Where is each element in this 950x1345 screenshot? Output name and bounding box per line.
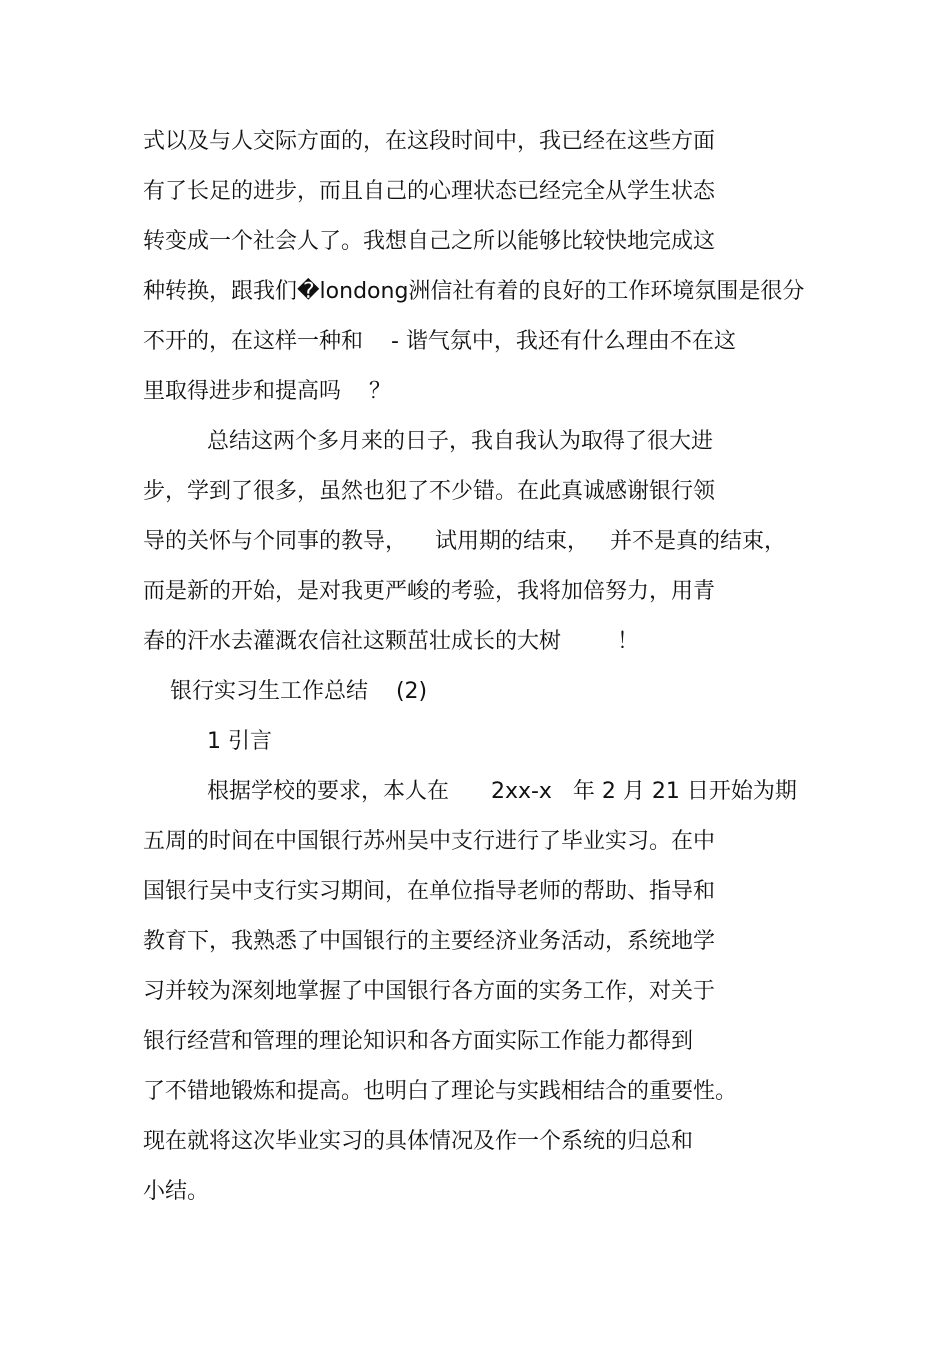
text-line: 种转换，跟我们�londong洲信社有着的良好的工作环境氛围是很分	[143, 279, 805, 304]
text-line: 银行经营和管理的理论知识和各方面实际工作能力都得到	[143, 1029, 694, 1054]
text-line: 不开的，在这样一种和 - 谐气氛中，我还有什么理由不在这	[143, 329, 736, 354]
subsection-title: 1 引言	[207, 729, 272, 754]
text-line: 而是新的开始，是对我更严峻的考验，我将加倍努力，用青	[143, 579, 716, 604]
text-line: 国银行吴中支行实习期间，在单位指导老师的帮助、指导和	[143, 879, 716, 904]
text-line: 习并较为深刻地掌握了中国银行各方面的实务工作，对关于	[143, 979, 716, 1004]
text-line: 式以及与人交际方面的，在这段时间中，我已经在这些方面	[143, 129, 716, 154]
text-line: 教育下，我熟悉了中国银行的主要经济业务活动，系统地学	[143, 929, 716, 954]
text-line: 导的关怀与个同事的教导， 试用期的结束， 并不是真的结束，	[143, 529, 786, 554]
text-line: 五周的时间在中国银行苏州吴中支行进行了毕业实习。在中	[143, 829, 716, 854]
text-line: 现在就将这次毕业实习的具体情况及作一个系统的归总和	[143, 1129, 694, 1154]
section-title: 银行实习生工作总结 (2)	[170, 679, 428, 704]
text-line: 转变成一个社会人了。我想自己之所以能够比较快地完成这	[143, 229, 716, 254]
text-line: 了不错地锻炼和提高。也明白了理论与实践相结合的重要性。	[143, 1079, 738, 1104]
text-line: 总结这两个多月来的日子，我自我认为取得了很大进	[207, 429, 714, 454]
text-line: 步，学到了很多，虽然也犯了不少错。在此真诚感谢银行领	[143, 479, 716, 504]
text-line: 春的汗水去灌溉农信社这颗茁壮成长的大树 ！	[143, 629, 639, 654]
text-line: 有了长足的进步，而且自己的心理状态已经完全从学生状态	[143, 179, 716, 204]
text-line: 里取得进步和提高吗 ？	[143, 379, 391, 404]
text-line: 根据学校的要求，本人在 2xx-x 年 2 月 21 日开始为期	[207, 779, 797, 804]
text-line: 小结。	[143, 1179, 210, 1204]
